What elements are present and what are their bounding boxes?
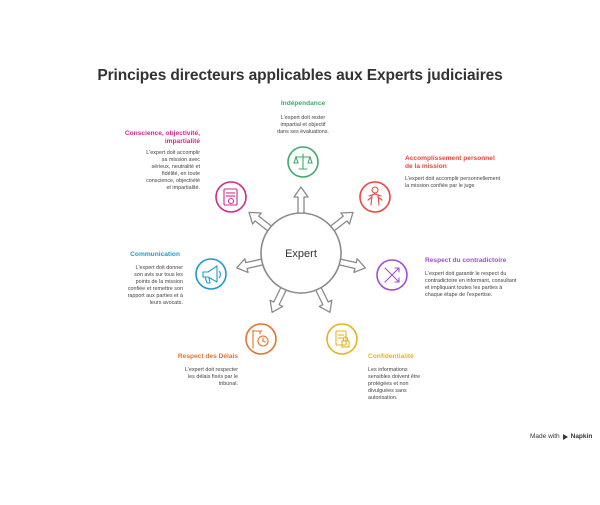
node-accomplissement	[360, 182, 390, 212]
arrow-delais	[266, 286, 290, 316]
desc-line: sensibles doivent être	[368, 374, 421, 380]
node-conscience	[216, 182, 246, 212]
arrow-contradictoire	[338, 255, 366, 274]
principle-title-confidentialite: Confidentialité	[368, 353, 414, 360]
node-delais	[246, 324, 276, 354]
desc-line: rapport aux parties et à	[127, 293, 183, 299]
title-line: impartialité	[164, 138, 200, 145]
desc-line: confiée et remettre son	[127, 286, 183, 292]
node-contradictoire	[377, 260, 407, 290]
title-line: de la mission	[405, 163, 447, 170]
node-communication	[196, 259, 226, 289]
principle-desc-delais	[138, 367, 238, 388]
desc-line: sa mission avec	[161, 157, 200, 163]
desc-line: dans ses évaluations.	[277, 129, 329, 135]
node-independance	[288, 147, 318, 177]
principle-title-contradictoire: Respect du contradictoire	[425, 257, 507, 264]
desc-line: L'expert doit donner	[135, 265, 183, 271]
desc-line: L'expert doit garantir le respect du	[425, 271, 507, 277]
desc-line: impartial et objectif	[280, 122, 326, 128]
desc-line: et impartialité.	[166, 185, 200, 191]
desc-line: points de la mission	[135, 279, 183, 285]
desc-line: contradictoire en informant, consultant	[425, 278, 517, 284]
principle-desc-accomplissement	[405, 176, 525, 190]
desc-line: les délais fixés par le	[187, 374, 238, 380]
arrow-independance	[294, 187, 308, 213]
title-line: Accomplissement personnel	[405, 155, 495, 162]
desc-line: L'expert doit accomplir personnellement	[405, 176, 501, 182]
desc-line: la mission confiée par le juge	[405, 183, 475, 189]
principle-desc-conscience	[100, 150, 200, 192]
principle-desc-confidentialite	[368, 367, 478, 402]
principle-title-conscience	[100, 130, 200, 146]
desc-line: chaque étape de l'expertise.	[425, 292, 493, 298]
desc-line: sérieux, neutralité et	[151, 164, 200, 170]
made-with-label: Made with	[530, 433, 560, 440]
desc-line: leurs avocats.	[149, 300, 183, 306]
desc-line: protégées et non	[368, 381, 409, 387]
node-confidentialite	[327, 324, 357, 354]
desc-line: Les informations	[368, 367, 408, 373]
desc-line: son avis sur tous les	[134, 272, 183, 278]
arrow-confidentialite	[312, 286, 336, 316]
desc-line: L'expert doit respecter	[184, 367, 238, 373]
desc-line: fidélité, en toute	[161, 171, 200, 177]
desc-line: divulguées sans	[368, 388, 407, 394]
made-with-napkin[interactable]	[530, 433, 592, 440]
principle-desc-communication	[80, 265, 183, 307]
principle-title-independance: Indépendance	[280, 100, 326, 107]
napkin-brand: Napkin	[570, 433, 593, 440]
arrow-communication	[235, 255, 263, 274]
principle-title-accomplissement	[405, 155, 525, 171]
principle-desc-contradictoire	[425, 271, 545, 299]
napkin-logo-icon	[563, 434, 568, 440]
principle-title-delais: Respect des Délais	[177, 353, 238, 360]
desc-line: tribunal.	[218, 381, 238, 387]
title-line: Conscience, objectivité,	[124, 130, 200, 137]
desc-line: L'expert doit accomplir	[146, 150, 200, 156]
desc-line: conscience, objectivité	[146, 178, 200, 184]
center-label: Expert	[285, 248, 317, 260]
desc-line: autorisation.	[368, 395, 398, 401]
principle-title-communication: Communication	[130, 251, 180, 258]
desc-line: et impliquant toutes les parties à	[425, 285, 503, 291]
principle-desc-independance	[253, 115, 353, 136]
desc-line: L'expert doit rester	[280, 115, 326, 121]
page-title: Principes directeurs applicables aux Experts judiciaires	[97, 67, 503, 84]
